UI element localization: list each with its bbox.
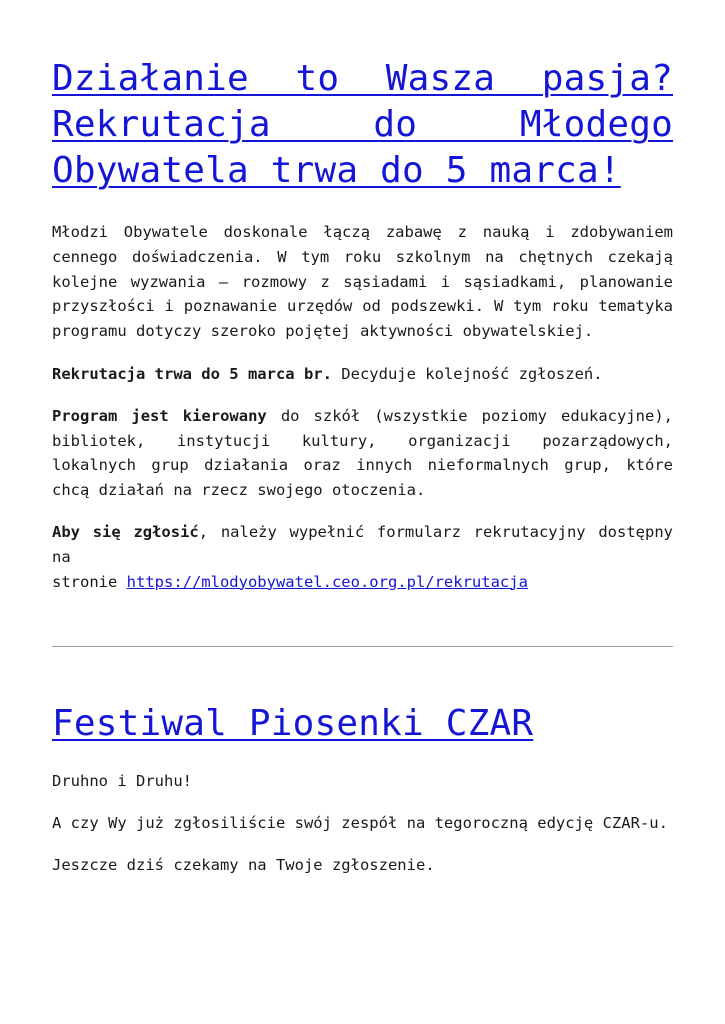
article-title-2 bbox=[52, 701, 673, 747]
article-divider bbox=[52, 646, 673, 647]
page-content bbox=[52, 52, 673, 878]
article-intro: Młodzi Obywatele doskonale łączą zabawę z nauką i zdobywaniem cennego doświadczenia. W tym roku szkolnym na chętnych czekają kolejne wyzwania – rozmowy z sąsiadami i sąsiadkami, planowanie przyszłości i poznawanie urzędów od podszewki. W tym roku tematyka programu dotyczy szeroko pojętej aktywności obywatelskiej. bbox=[52, 223, 673, 341]
program-text: do szkół (wszystkie poziomy edukacyjne), bibliotek, instytucji kultury, organizacji pozarządowych, lokalnych grup działania oraz innych nieformalnych grup, które chcą działań na rzecz swojego otoczenia. bbox=[52, 406, 673, 500]
apply-paragraph bbox=[52, 520, 673, 594]
recruitment-note: Decyduje kolejność zgłoszeń. bbox=[331, 364, 603, 383]
recruitment-deadline: Rekrutacja trwa do 5 marca br. bbox=[52, 364, 332, 383]
program-lead: Program jest kierowany bbox=[52, 406, 267, 425]
recruitment-link[interactable]: https://mlodyobywatel.ceo.org.pl/rekrutacja bbox=[126, 572, 528, 591]
recruitment-paragraph bbox=[52, 362, 673, 387]
article-title bbox=[52, 56, 673, 194]
apply-text: , należy wypełnić formularz rekrutacyjny dostępny na bbox=[52, 522, 673, 566]
apply-lead: Aby się zgłosić bbox=[52, 522, 199, 541]
article-title-2-link[interactable]: Festiwal Piosenki CZAR bbox=[52, 703, 534, 745]
question-text: A czy Wy już zgłosiliście swój zespół na tegoroczną edycję CZAR-u. bbox=[52, 814, 668, 833]
apply-tail: stronie bbox=[52, 572, 127, 591]
program-paragraph bbox=[52, 404, 673, 503]
greeting-text: Druhno i Druhu! bbox=[52, 772, 192, 791]
apply-line bbox=[52, 520, 673, 570]
article-title-link[interactable]: Działanie to Wasza pasja? Rekrutacja do Młodego Obywatela trwa do 5 marca! bbox=[52, 58, 673, 191]
closing-text: Jeszcze dziś czekamy na Twoje zgłoszenie. bbox=[52, 855, 435, 874]
